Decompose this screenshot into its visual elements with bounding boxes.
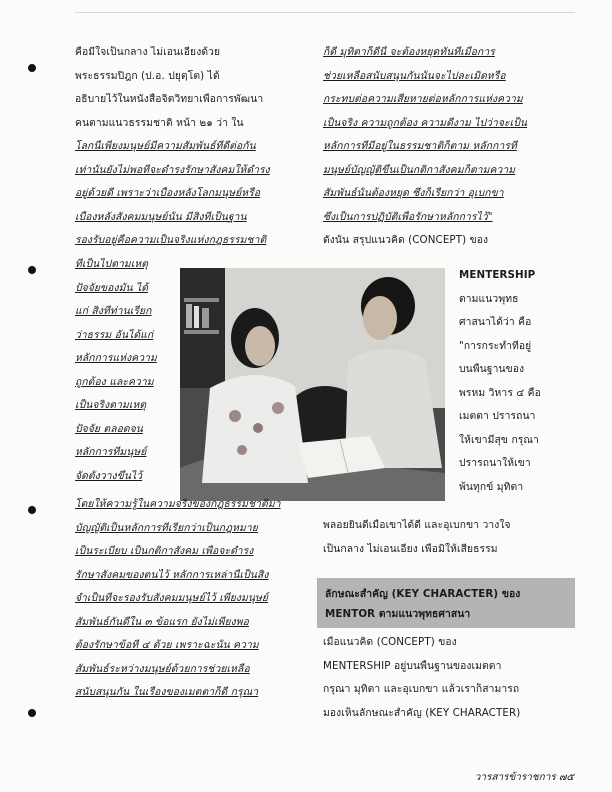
text-line: รักษาสังคมของตนไว้ หลักการเหล่านี้เป็นสิ่ง (75, 568, 269, 581)
binder-hole-4 (28, 709, 36, 717)
text-line: ถูกต้อง และความ (75, 375, 154, 388)
text-line: กระทบต่อความเสียหายต่อหลักการแห่งความ (323, 93, 523, 105)
text-line: ซึ่งเป็นการปฏิบัติเพื่อรักษาหลักการไว้" (323, 210, 493, 223)
binder-hole-1 (28, 64, 36, 72)
text-line: "การกระทำที่อยู่ (459, 339, 532, 352)
text-line: ให้เขามีสุข กรุณา (459, 433, 539, 446)
text-line: คนตามแนวธรรมชาติ หน้า ๒๑ ว่า ใน (75, 116, 244, 129)
section-heading (317, 578, 575, 628)
text-line: ช่วยเหลือสนับสนุนกันนั้นจะไปละเมิดหรือ (323, 69, 506, 82)
text-line: โลกนี้เพียงมนุษย์มีความสัมพันธ์ที่ดีต่อกัน (75, 140, 256, 152)
text-line: สนับสนุนกัน ในเรื่องของเมตตาก็ดี กรุณา (75, 686, 259, 698)
text-line: MENTERSHIP อยู่บนพื้นฐานของเมตตา (323, 659, 502, 672)
text-line: หลักการแห่งความ (75, 352, 157, 364)
binder-hole-3 (28, 506, 36, 514)
text-line: ปัจจัย ตลอดจน (75, 422, 143, 435)
text-line: สัมพันธ์ระหว่างมนุษย์ด้วยการช่วยเหลือ (75, 662, 250, 675)
text-line: หลักการที่มีอยู่ในธรรมชาติก็ตาม หลักการที่ (323, 140, 517, 152)
text-line: หลักการที่มนุษย์ (75, 446, 147, 458)
text-line: พลอยยินดีเมื่อเขาได้ดี และอุเบกขา วางใจ (323, 519, 511, 531)
text-line: อยู่ด้วยดี เพราะว่าเบื้องหลังโลกมนุษย์หรือ (75, 187, 261, 199)
text-line: เท่านั้นยังไม่พอที่จะดำรงรักษาสังคมให้ดำรง (75, 163, 270, 176)
text-line: ปัจจัยของมัน ได้ (75, 281, 149, 294)
text-line: พ้นทุกข์ มุทิตา (459, 480, 524, 493)
text-line: ตามแนวพุทธ (459, 292, 519, 305)
text-line: ดังนั้น สรุปแนวคิด (CONCEPT) ของ (323, 234, 489, 246)
text-line: เป็นกลาง ไม่เอนเอียง เพื่อมิให้เสียธรรม (323, 542, 498, 555)
text-line: เมตตา ปรารถนา (459, 410, 536, 422)
text-line: ก็ดี มุทิตาก็ดีนี้ จะต้องหยุดทันทีเมื่อการ (323, 46, 495, 58)
top-rule (75, 12, 575, 13)
text-line: สัมพันธ์กันดีใน ๓ ข้อแรก ยังไม่เพียงพอ (75, 615, 249, 628)
text-line: โดยให้ความรู้ในความจริงของกฎธรรมชาติมา (75, 498, 281, 510)
text-line: บนพื้นฐานของ (459, 363, 525, 375)
photo-two-women-reading (180, 268, 445, 501)
text-line: รองรับอยู่คือความเป็นจริงแห่งกฎธรรมชาติ (75, 234, 267, 246)
text-line: กรุณา มุทิตา และอุเบกขา แล้วเราก็สามารถ (323, 683, 520, 695)
text-line: จำเป็นที่จะรองรับสังคมมนุษย์ไว้ เพียงมนุษย์ (75, 592, 269, 604)
text-line: มองเห็นลักษณะสำคัญ (KEY CHARACTER) (323, 706, 521, 719)
text-line: ปรารถนาให้เขา (459, 457, 531, 469)
text-line: สัมพันธ์นั้นต้องหยุด ซึ่งก็เรียกว่า อุเบกขา (323, 187, 504, 199)
text-line: มนุษย์บัญญัติขึ้นเป็นกติกาสังคมก็ตามความ (323, 163, 516, 176)
text-line: เป็นระเบียบ เป็นกติกาสังคม เพื่อจะดำรง (75, 545, 254, 557)
binder-hole-2 (28, 266, 36, 274)
text-line: ศาสนาได้ว่า คือ (459, 316, 532, 328)
heading-line-2: MENTOR ตามแนวพุทธศาสนา (325, 608, 471, 620)
text-line: ว่าธรรม อันได้แก่ (75, 328, 154, 341)
text-line: บัญญัติเป็นหลักการที่เรียกว่าเป็นกฎหมาย (75, 521, 258, 534)
text-line: เมื่อแนวคิด (CONCEPT) ของ (323, 636, 457, 648)
text-line: พรหม วิหาร ๔ คือ (459, 386, 541, 399)
text-line: เป็นจริงตามเหตุ (75, 399, 147, 411)
text-line: ต้องรักษาข้อที่ ๔ ด้วย เพราะฉะนั้น ความ (75, 639, 259, 651)
page-footer: วารสารข้าราชการ ๗๕ (474, 772, 574, 783)
text-line: ที่เป็นไปตามเหตุ (75, 258, 149, 270)
text-line: อธิบายไว้ในหนังสือจิตวิทยาเพื่อการพัฒนา (75, 93, 264, 105)
text-line: พระธรรมปิฎก (ป.อ. ปยุตฺโต) ได้ (75, 69, 220, 82)
text-line: เบื้องหลังสังคมมนุษย์นั้น มีสิ่งที่เป็นฐาน (75, 210, 247, 223)
text-line: เป็นจริง ความถูกต้อง ความดีงาม ไปว่าจะเป็น (323, 116, 528, 129)
text-line: จัดตั้งวางขึ้นไว้ (75, 469, 143, 482)
heading-line-1: ลักษณะสำคัญ (KEY CHARACTER) ของ (325, 588, 521, 600)
text-line: คือมีใจเป็นกลาง ไม่เอนเอียงด้วย (75, 46, 221, 58)
text-line: MENTERSHIP (459, 269, 536, 281)
text-line: แก่ สิ่งที่ท่านเรียก (75, 305, 152, 317)
